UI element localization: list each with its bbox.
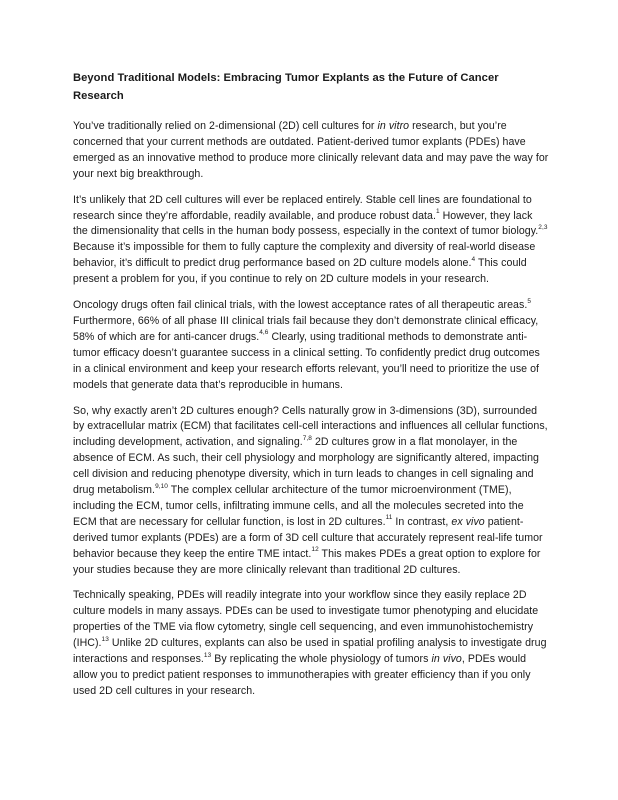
citation-superscript: 11: [385, 514, 393, 522]
citation-superscript: 1: [435, 208, 440, 215]
italic-term: in vitro: [377, 120, 410, 132]
paragraph-1: [73, 119, 549, 183]
text-segment: , PDEs would allow you to predict patient responses to immunotherapies with greater efficiency than if you only used 2D cell cultures in your research.: [73, 653, 531, 697]
paragraph-2: [73, 193, 549, 288]
citation-superscript: 7,8: [302, 434, 312, 442]
citation-superscript: 13: [203, 651, 212, 659]
text-segment: In contrast,: [392, 515, 452, 528]
text-segment: Because it’s impossible for them to fully capture the complexity and diversity of real-world disease behavior, it’s difficult to predict drug performance based on 2D culture models alone.: [73, 241, 536, 270]
text-segment: 2D cultures grow in a flat monolayer, in the absence of ECM. As such, their cell physiology and morphology are significantly altered, impacting cell division and reducing phenotype diversity, which in turn leads to changes in cell signaling and drug metabolism.: [73, 436, 539, 497]
citation-superscript: 4,6: [259, 329, 269, 337]
text-segment: You’ve traditionally relied on 2-dimensional (2D) cell cultures for: [73, 120, 378, 132]
text-segment: patient-derived tumor explants (PDEs) are a form of 3D cell culture that accurately represent real-life tumor behavior because they keep the entire TME intact.: [73, 515, 543, 560]
citation-superscript: 12: [311, 546, 319, 554]
italic-term: ex vivo: [451, 515, 485, 528]
document-body: [73, 119, 549, 700]
text-segment: Furthermore, 66% of all phase III clinical trials fail because they don’t demonstrate clinical efficacy, 58% of which are for anti-cancer drugs.: [73, 314, 539, 343]
document-title: Beyond Traditional Models: Embracing Tumor Explants as the Future of Cancer Research: [73, 72, 499, 102]
text-segment: It’s unlikely that 2D cell cultures will ever be replaced entirely. Stable cell lines are foundational to research since they’re affordable, readily available, and produce robust data.: [73, 193, 532, 222]
text-segment: Unlike 2D cultures, explants can also be used in spatial profiling analysis to investigate drug interactions and responses.: [73, 637, 547, 666]
text-segment: Clearly, using traditional methods to demonstrate anti-tumor efficacy doesn’t guarantee success in a clinical setting. To confidently predict drug outcomes in a clinical environment and keep your research efforts relevant, you’ll need to prioritize the use of models that generate data that’s reproducible in humans.: [73, 330, 540, 391]
citation-superscript: 13: [101, 635, 109, 643]
paragraph-5: [73, 588, 549, 699]
citation-superscript: 4: [471, 255, 476, 263]
text-segment: This could present a problem for you, if you continue to rely on 2D culture models in your research.: [73, 257, 527, 286]
text-segment: The complex cellular architecture of the tumor microenvironment (TME), including the ECM, tumor cells, infiltrating immune cells, and all the molecules secreted into the ECM that are necessary for cellular function, is lost in 2D cultures.: [73, 484, 524, 528]
citation-superscript: 2,3: [538, 223, 548, 231]
text-segment: research, but you’re concerned that your current methods are outdated. Patient-derived tumor explants (PDEs) have emerged as an innovative method to produce more clinically relevant data and may pave the way for your next big breakthrough.: [73, 120, 549, 180]
citation-superscript: 5: [527, 297, 532, 305]
paragraph-4: [73, 404, 549, 579]
text-segment: Technically speaking, PDEs will readily integrate into your workflow since they easily replace 2D culture models in many assays. PDEs can be used to investigate tumor phenotyping and elucidate properties of the TME via flow cytometry, single cell sequencing, and even immunohistochemistry (IHC).: [73, 589, 539, 650]
citation-superscript: 9,10: [155, 482, 168, 490]
text-segment: However, they lack the dimensionality that cells in the human body possess, especially in the context of tumor biology.: [73, 209, 539, 238]
text-segment: This makes PDEs a great option to explore for your studies because they are more clinically relevant than traditional 2D cultures.: [73, 547, 541, 576]
text-segment: By replicating the whole physiology of tumors: [211, 653, 432, 666]
paragraph-3: [73, 298, 549, 393]
italic-term: in vivo: [431, 653, 462, 666]
text-segment: So, why exactly aren’t 2D cultures enough? Cells naturally grow in 3-dimensions (3D), surrounded by extracellular matrix (ECM) that facilitates cell-cell interactions and influences all cellular functions, including development, activation, and signaling.: [73, 404, 548, 449]
text-segment: Oncology drugs often fail clinical trials, with the lowest acceptance rates of all therapeutic areas.: [73, 299, 528, 312]
document-page: [73, 69, 549, 710]
